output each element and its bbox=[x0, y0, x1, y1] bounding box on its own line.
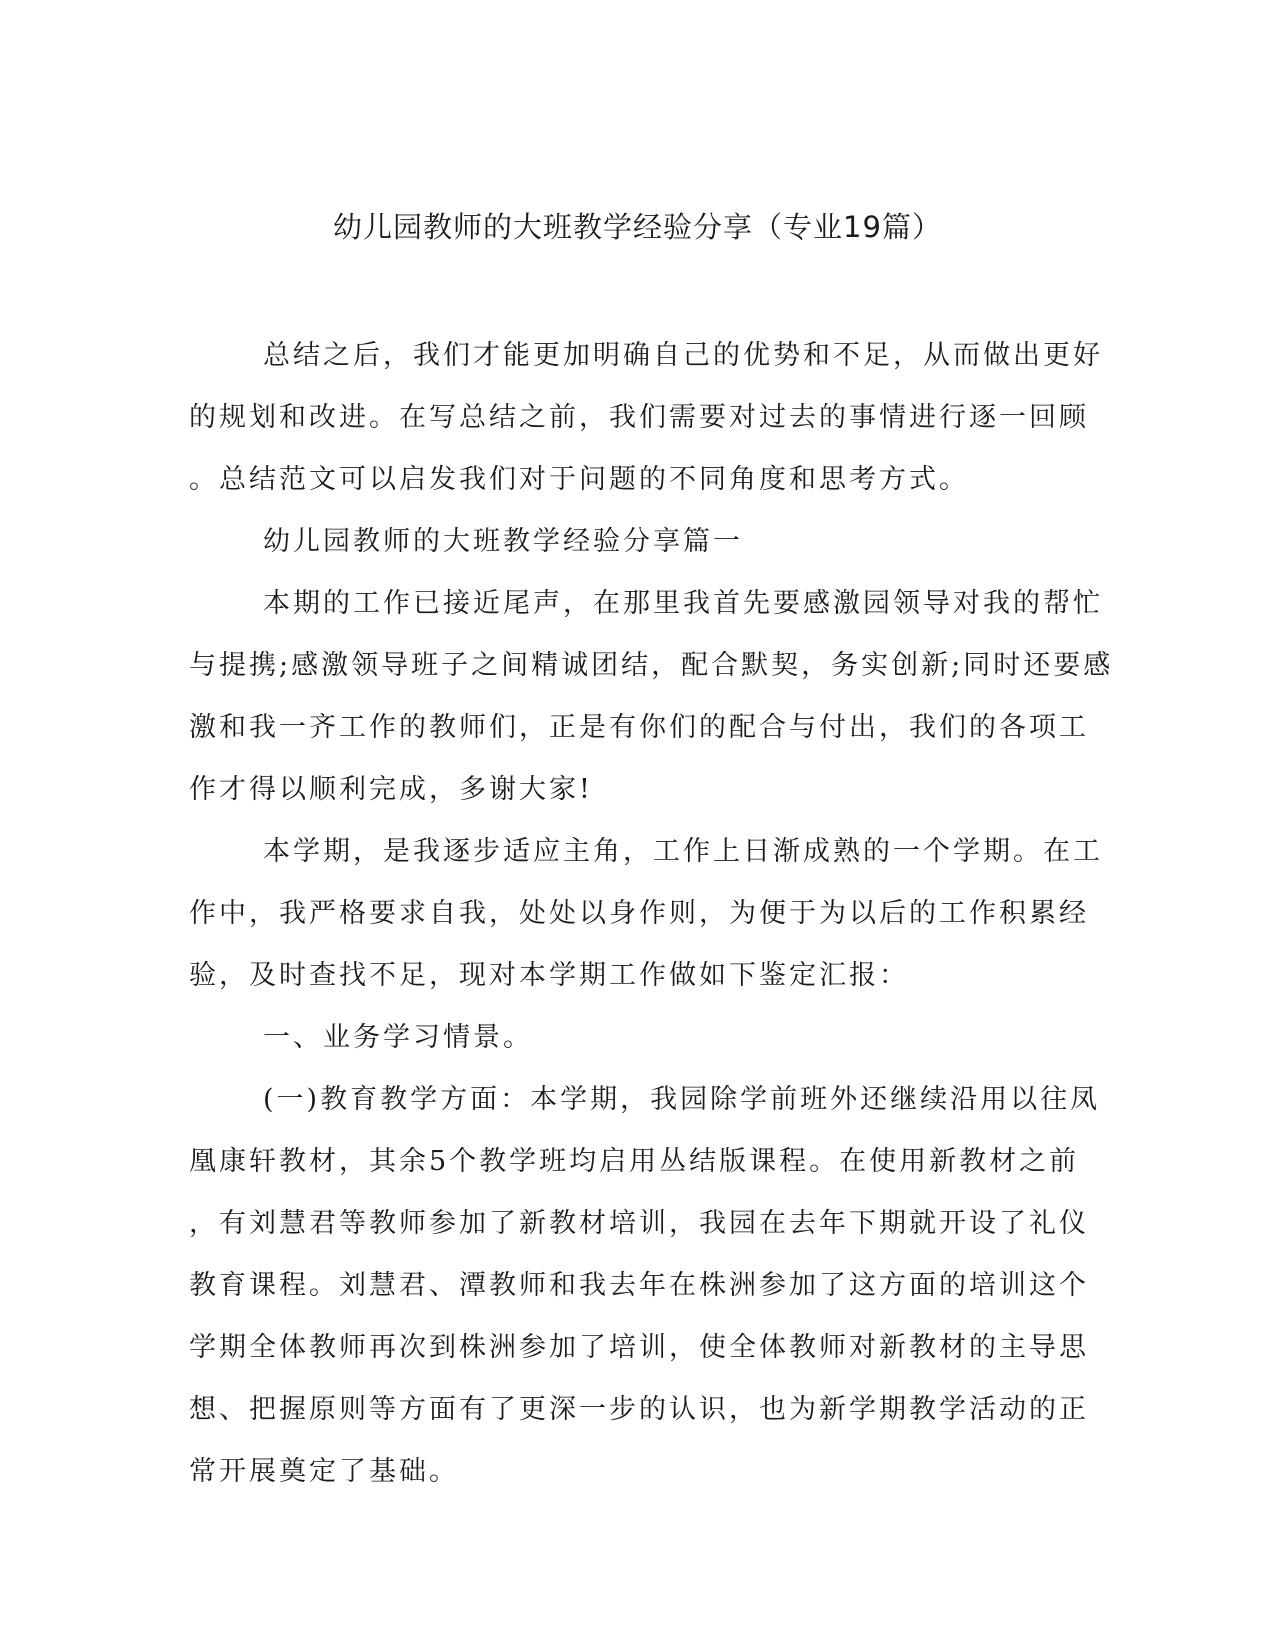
semester-paragraph bbox=[189, 821, 1103, 1007]
text-line: 本期的工作已接近尾声，在那里我首先要感激园领导对我的帮忙 bbox=[263, 588, 1103, 619]
document-body bbox=[189, 325, 1114, 1503]
text-line: 总结之后，我们才能更加明确自己的优势和不足，从而做出更好 bbox=[263, 340, 1103, 371]
text-line: ，有刘慧君等教师参加了新教材培训，我园在去年下期就开设了礼仪 bbox=[189, 1208, 1089, 1239]
intro-paragraph bbox=[189, 325, 1103, 511]
document-title: 幼儿园教师的大班教学经验分享（专业19篇） bbox=[333, 210, 942, 244]
text-line: 与提携;感激领导班子之间精诚团结，配合默契，务实创新;同时还要感 bbox=[189, 650, 1114, 681]
text-line: 教育课程。刘慧君、潭教师和我去年在株洲参加了这方面的培训这个 bbox=[189, 1270, 1089, 1301]
text-line: 。总结范文可以启发我们对于问题的不同角度和思考方式。 bbox=[189, 464, 969, 495]
text-line: 验，及时查找不足，现对本学期工作做如下鉴定汇报： bbox=[189, 960, 909, 991]
text-line: 的规划和改进。在写总结之前，我们需要对过去的事情进行逐一回顾 bbox=[189, 402, 1089, 433]
text-line: 本学期，是我逐步适应主角，工作上日渐成熟的一个学期。在工 bbox=[263, 836, 1103, 867]
text-line: 激和我一齐工作的教师们，正是有你们的配合与付出，我们的各项工 bbox=[189, 712, 1089, 743]
text-line: 作才得以顺利完成，多谢大家! bbox=[189, 774, 593, 805]
text-line: 想、把握原则等方面有了更深一步的认识，也为新学期教学活动的正 bbox=[189, 1394, 1089, 1425]
text-line: 幼儿园教师的大班教学经验分享篇一 bbox=[263, 526, 743, 557]
thanks-paragraph bbox=[189, 573, 1114, 821]
text-line: 学期全体教师再次到株洲参加了培训，使全体教师对新教材的主导思 bbox=[189, 1332, 1089, 1363]
text-line: 一、业务学习情景。 bbox=[263, 1022, 533, 1053]
text-line: 作中，我严格要求自我，处处以身作则，为便于为以后的工作积累经 bbox=[189, 898, 1089, 929]
text-line: 凰康轩教材，其余5个教学班均启用丛结版课程。在使用新教材之前 bbox=[189, 1146, 1080, 1177]
text-line: (一)教育教学方面：本学期，我园除学前班外还继续沿用以往凤 bbox=[263, 1084, 1101, 1115]
subheading-business-study bbox=[189, 1007, 1083, 1069]
teaching-paragraph bbox=[189, 1069, 1101, 1503]
text-line: 常开展奠定了基础。 bbox=[189, 1456, 459, 1487]
section-heading-1 bbox=[189, 511, 1083, 573]
